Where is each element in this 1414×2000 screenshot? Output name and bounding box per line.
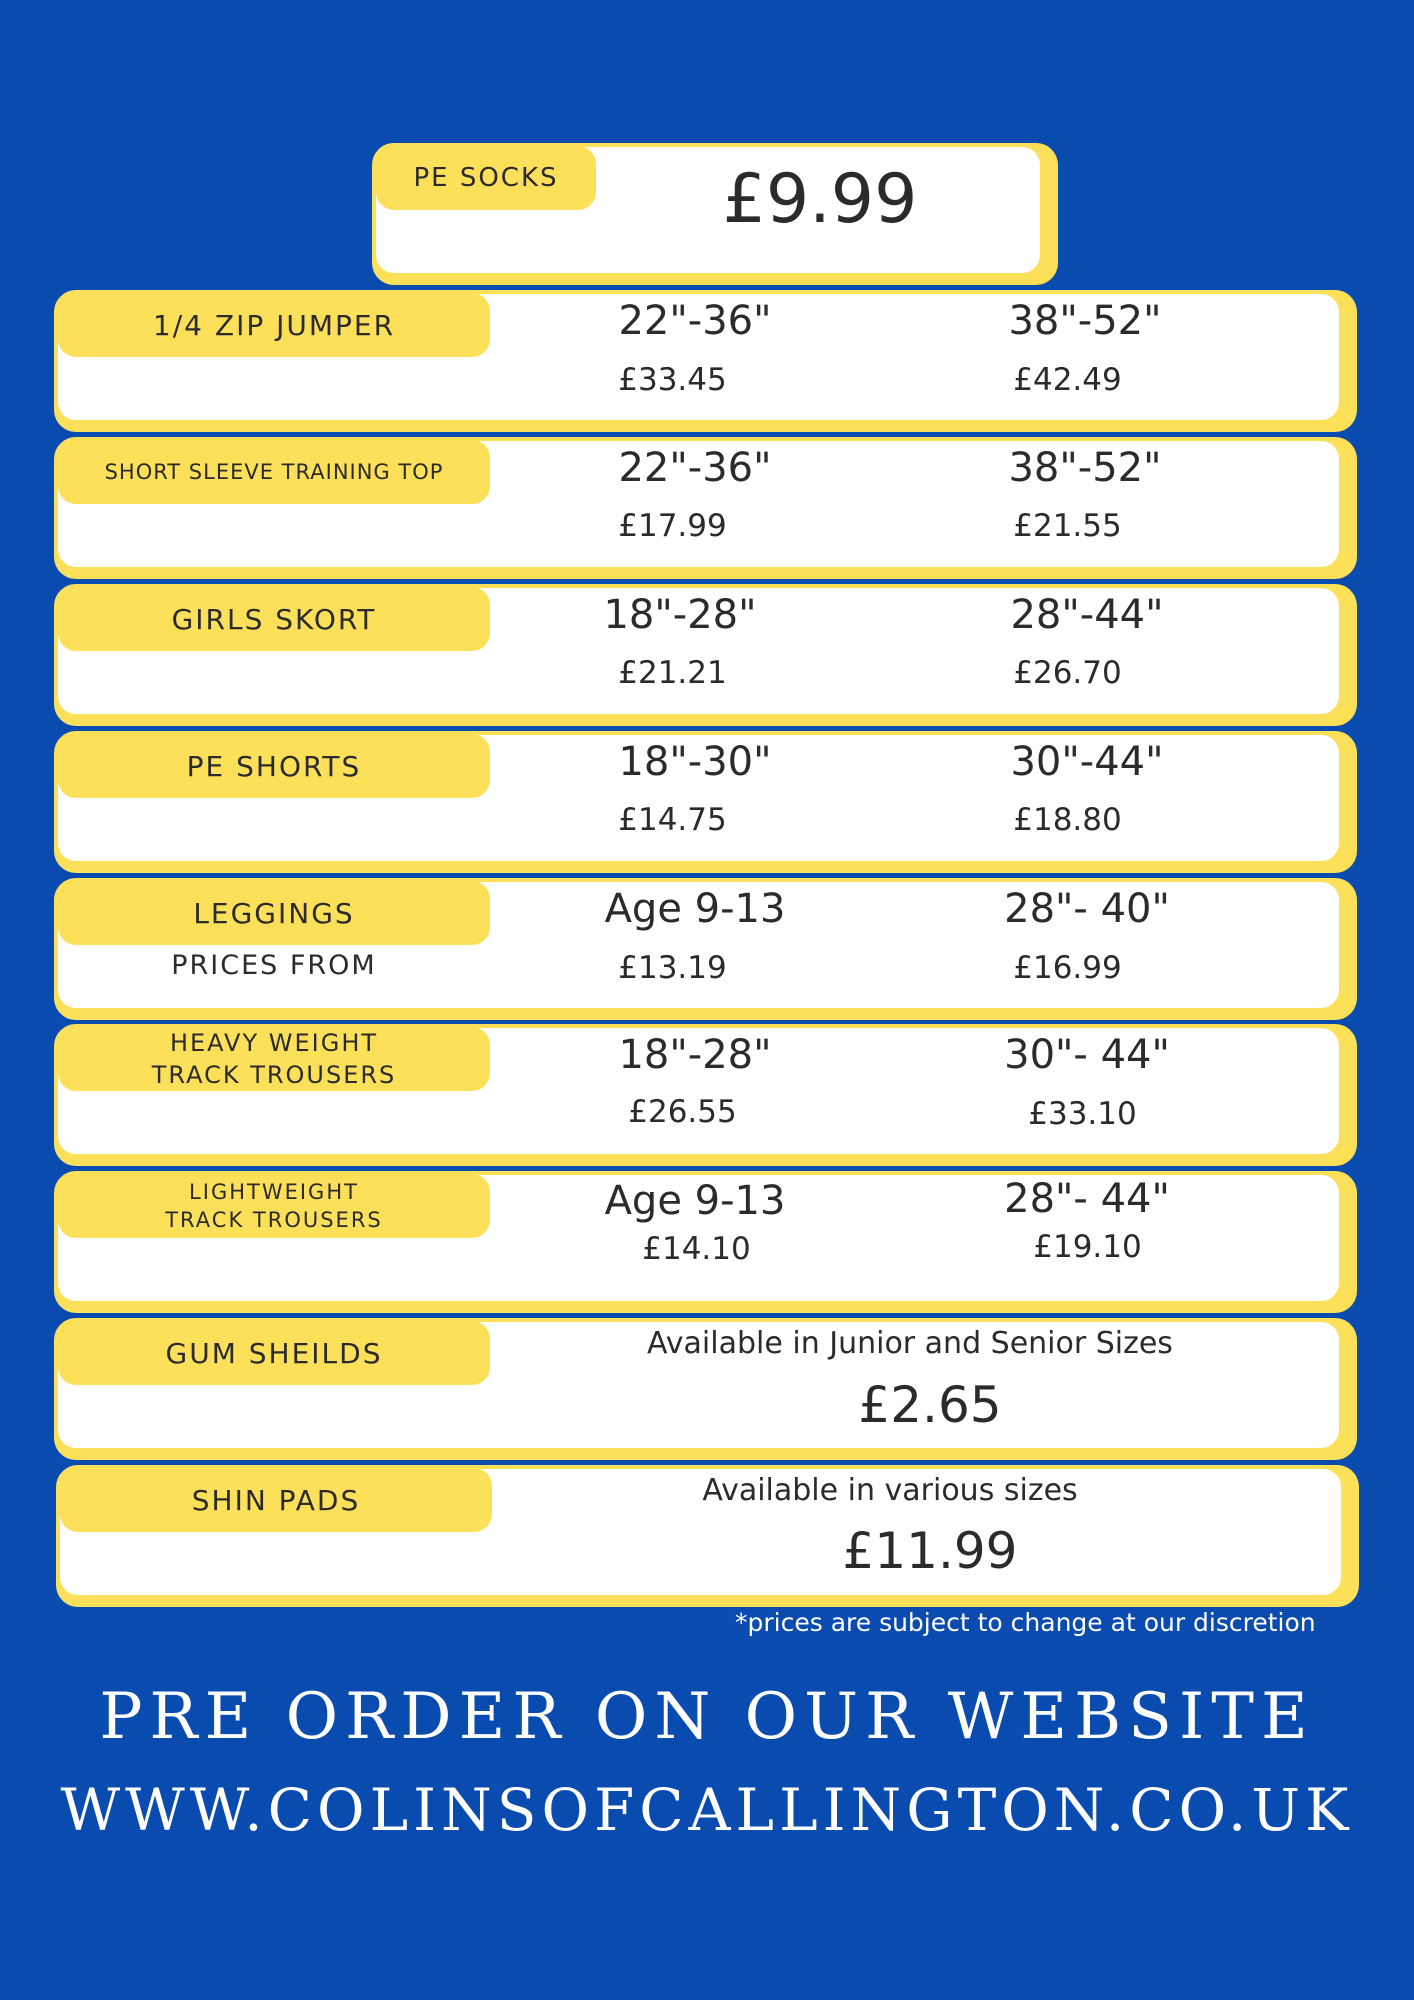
leggings-prices-from: PRICES FROM xyxy=(171,950,377,981)
leggings-price-small: £13.19 xyxy=(618,950,727,986)
girls-skort-tag xyxy=(58,587,490,651)
leggings-label: LEGGINGS xyxy=(193,896,355,930)
heavy-trousers-label-line2: TRACK TROUSERS xyxy=(151,1061,397,1089)
zip-jumper-size-large: 38"-52" xyxy=(1008,298,1162,344)
pre-order-heading: PRE ORDER ON OUR WEBSITE xyxy=(99,1680,1315,1754)
leggings-size-small: Age 9-13 xyxy=(604,886,786,932)
pe-shorts-price-small: £14.75 xyxy=(618,802,727,838)
pe-socks-label: PE SOCKS xyxy=(413,163,559,193)
heavy-trousers-price-large: £33.10 xyxy=(1028,1096,1137,1132)
heavy-trousers-label-line1: HEAVY WEIGHT xyxy=(169,1029,379,1057)
girls-skort-size-small: 18"-28" xyxy=(603,592,757,638)
light-trousers-tag xyxy=(58,1174,490,1238)
training-top-tag xyxy=(58,440,490,504)
shin-pads-tag xyxy=(60,1468,492,1532)
shin-pads-price: £11.99 xyxy=(842,1522,1018,1580)
zip-jumper-tag xyxy=(58,293,490,357)
website-url[interactable]: WWW.COLINSOFCALLINGTON.CO.UK xyxy=(60,1776,1354,1844)
gum-shields-label: GUM SHEILDS xyxy=(165,1336,383,1370)
zip-jumper-size-small: 22"-36" xyxy=(618,298,772,344)
zip-jumper-label: 1/4 ZIP JUMPER xyxy=(152,308,396,342)
girls-skort-label: GIRLS SKORT xyxy=(171,602,377,636)
light-trousers-price-large: £19.10 xyxy=(1033,1229,1142,1265)
shin-pads-note: Available in various sizes xyxy=(702,1473,1078,1508)
girls-skort-price-large: £26.70 xyxy=(1013,655,1122,691)
training-top-label: SHORT SLEEVE TRAINING TOP xyxy=(104,460,444,484)
zip-jumper-price-large: £42.49 xyxy=(1013,362,1122,398)
training-top-size-large: 38"-52" xyxy=(1008,445,1162,491)
leggings-price-large: £16.99 xyxy=(1013,950,1122,986)
pe-shorts-size-small: 18"-30" xyxy=(618,739,772,785)
training-top-size-small: 22"-36" xyxy=(618,445,772,491)
heavy-trousers-size-large: 30"- 44" xyxy=(1004,1032,1170,1078)
light-trousers-size-large: 28"- 44" xyxy=(1004,1176,1170,1222)
girls-skort-price-small: £21.21 xyxy=(618,655,727,691)
light-trousers-label-line2: TRACK TROUSERS xyxy=(165,1208,383,1232)
pe-socks-tag xyxy=(376,146,596,210)
pe-shorts-price-large: £18.80 xyxy=(1013,802,1122,838)
light-trousers-size-small: Age 9-13 xyxy=(604,1178,786,1224)
price-disclaimer: *prices are subject to change at our discretion xyxy=(735,1608,1316,1637)
heavy-trousers-price-small: £26.55 xyxy=(628,1094,737,1130)
pe-shorts-size-large: 30"-44" xyxy=(1010,739,1164,785)
gum-shields-note: Available in Junior and Senior Sizes xyxy=(647,1326,1173,1361)
pe-shorts-label: PE SHORTS xyxy=(186,749,362,783)
girls-skort-size-large: 28"-44" xyxy=(1010,592,1164,638)
heavy-trousers-size-small: 18"-28" xyxy=(618,1032,772,1078)
pe-shorts-tag xyxy=(58,734,490,798)
light-trousers-price-small: £14.10 xyxy=(642,1231,751,1267)
shin-pads-label: SHIN PADS xyxy=(191,1483,361,1517)
zip-jumper-price-small: £33.45 xyxy=(618,362,727,398)
gum-shields-price: £2.65 xyxy=(858,1376,1002,1434)
training-top-price-large: £21.55 xyxy=(1013,508,1122,544)
pe-socks-price: £9.99 xyxy=(722,160,918,239)
leggings-tag xyxy=(58,881,490,945)
training-top-price-small: £17.99 xyxy=(618,508,727,544)
heavy-trousers-tag xyxy=(58,1027,490,1091)
leggings-size-large: 28"- 40" xyxy=(1004,886,1170,932)
light-trousers-label-line1: LIGHTWEIGHT xyxy=(189,1180,359,1204)
gum-shields-tag xyxy=(58,1321,490,1385)
